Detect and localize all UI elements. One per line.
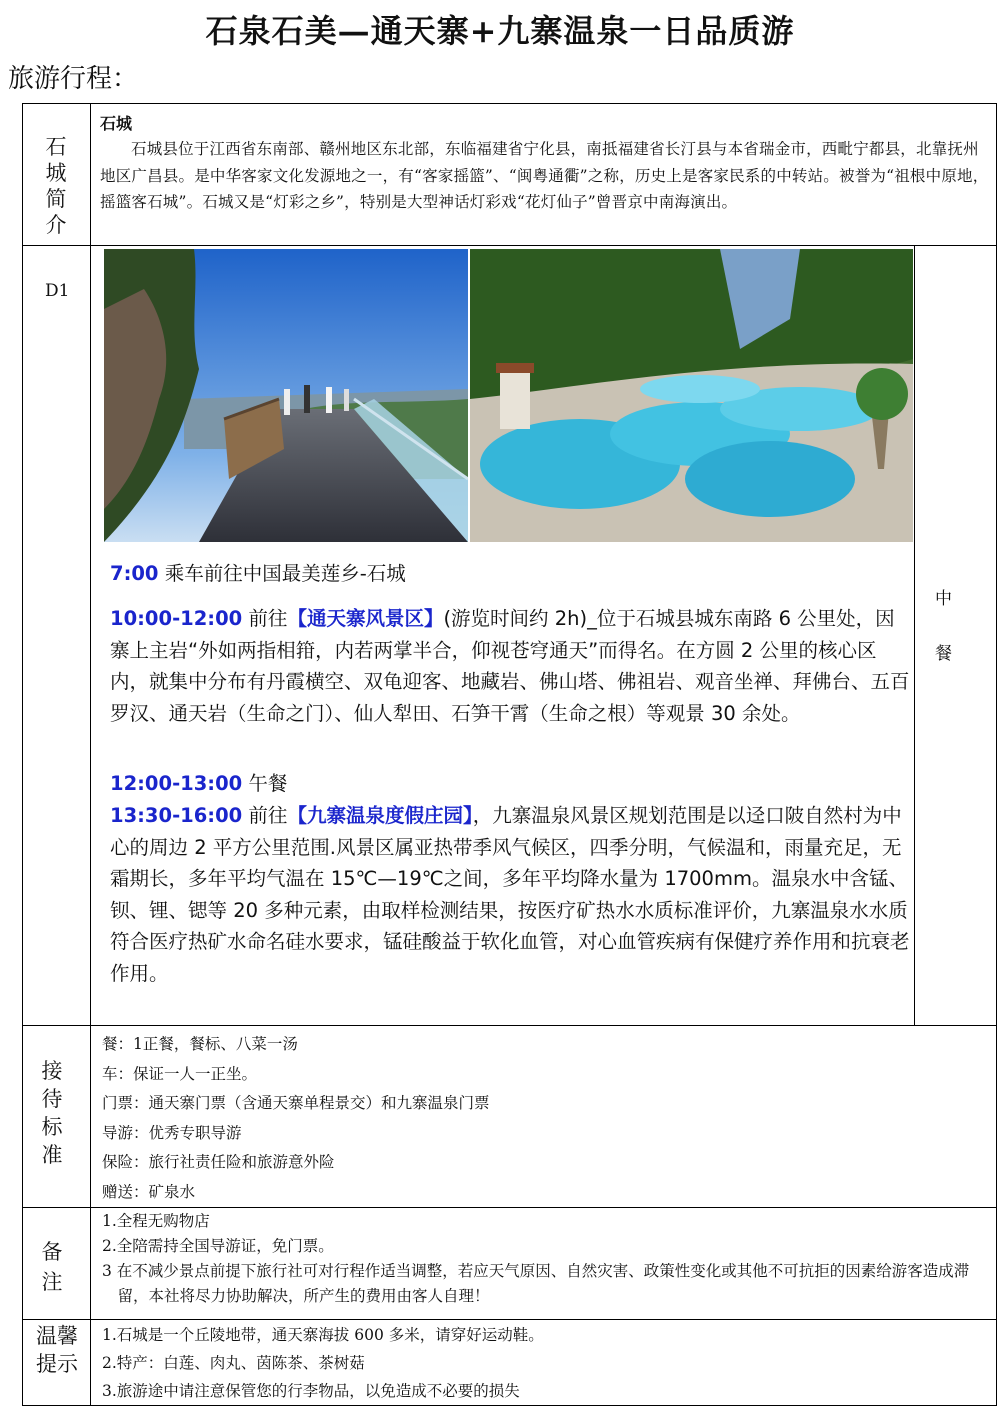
list-item: 3.旅游途中请注意保管您的行李物品，以免造成不必要的损失 <box>102 1382 520 1400</box>
poi-tongtianzhai: 【通天寨风景区】 <box>287 607 444 630</box>
glass-walkway-illustration <box>104 249 468 542</box>
itinerary-text: 乘车前往中国最美莲乡-石城 <box>158 562 406 585</box>
tips-label-line: 提示 <box>36 1352 78 1376</box>
standards-label-char: 标 <box>41 1115 63 1139</box>
itinerary-text: 午餐 <box>242 772 288 795</box>
list-item: 1.全程无购物店 <box>102 1212 210 1230</box>
itinerary-time: 12:00-13:00 <box>110 772 243 795</box>
list-item: 保险：旅行社责任险和旅游意外险 <box>102 1153 335 1171</box>
intro-label-char: 城 <box>45 161 67 185</box>
list-item: 2.全陪需持全国导游证，免门票。 <box>102 1237 334 1255</box>
notes-label-char: 注 <box>41 1270 63 1294</box>
document-title: 石泉石美—通天寨+九寨温泉一日品质游 <box>205 12 795 50</box>
list-item: 导游：优秀专职导游 <box>102 1123 242 1142</box>
standards-label-char: 接 <box>41 1059 63 1083</box>
photo-glass-walkway <box>104 249 468 542</box>
tips-label <box>34 1322 80 1378</box>
section-subtitle: 旅游行程： <box>8 64 139 94</box>
standards-label <box>37 1057 67 1169</box>
poi-jiuzhai-hotspring: 【九寨温泉度假庄园】 <box>287 804 473 827</box>
itinerary-time: 10:00-12:00 <box>110 607 243 630</box>
photo-hot-spring-pools <box>470 249 913 542</box>
standards-label-char: 准 <box>41 1143 63 1167</box>
list-item: 2.特产：白莲、肉丸、茵陈茶、茶树菇 <box>102 1354 365 1372</box>
intro-body: 石城县位于江西省东南部、赣州地区东北部，东临福建省宁化县，南抵福建省长汀县与本省瑞金市，西毗宁都县，北靠抚州地区广昌县。是中华客家文化发源地之一，有“客家摇篮”、“闽粤通衢”之称，历史上是客家民系的中转站。被誉为“祖根中原地，摇篮客石城”。石城又是“灯彩之乡”，特别是大型神话灯彩戏“花灯仙子”曾晋京中南海演出。 <box>100 140 989 211</box>
tips-label-line: 温馨 <box>36 1324 78 1348</box>
itinerary-item-1 <box>110 603 910 729</box>
list-item: 3 在不减少景点前提下旅行社可对行程作适当调整，若应天气原因、自然灾害、政策性变化或其他不可抗拒的因素给游客造成滞留，本社将尽力协助解决，所产生的费用由客人自理！ <box>102 1262 970 1305</box>
itinerary-pre: 前往 <box>242 607 288 630</box>
list-item: 门票：通天寨门票（含通天寨单程景交）和九寨温泉门票 <box>102 1094 490 1112</box>
intro-heading: 石城 <box>100 114 133 133</box>
itinerary-time: 13:30-16:00 <box>110 804 243 827</box>
intro-label <box>41 134 71 238</box>
hot-spring-illustration <box>470 249 913 542</box>
intro-label-char: 简 <box>45 187 67 211</box>
itinerary-text: ，九寨温泉风景区规划范围是以迳口陂自然村为中心的周边 2 平方公里范围.风景区属亚热带季风气候区，四季分明，气候温和，雨量充足，无霜期长，多年平均气温在 15℃—19℃之间，多年平均降水量为 1700mm。温泉水中含锰、钡、锂、锶等 20 多种元素，由取样检测结果，按医疗矿热水水质标准评价，九寨温泉水水质符合医疗热矿水命名硅水要求，锰硅酸益于软化血管，对心血管疾病有保健疗养作用和抗衰老作用。 <box>110 804 910 985</box>
tips-list <box>102 1321 544 1405</box>
intro-label-char: 石 <box>45 135 67 159</box>
itinerary-item-2 <box>110 768 910 800</box>
list-item: 餐：1正餐，餐标、八菜一汤 <box>102 1035 298 1053</box>
notes-label-char: 备 <box>41 1240 63 1264</box>
list-item: 1.石城是一个丘陵地带，通天寨海拔 600 多米，请穿好运动鞋。 <box>102 1326 544 1344</box>
meal-char: 餐 <box>935 644 952 664</box>
list-item: 车：保证一人一正坐。 <box>102 1064 258 1083</box>
itinerary-item-3 <box>110 800 910 989</box>
standards-label-char: 待 <box>41 1087 63 1111</box>
notes-list <box>102 1209 990 1309</box>
itinerary-time: 7:00 <box>110 562 159 585</box>
meal-label <box>935 584 952 664</box>
list-item: 赠送：矿泉水 <box>102 1182 196 1201</box>
itinerary-item-0 <box>110 558 910 590</box>
standards-list <box>102 1030 490 1207</box>
notes-label <box>37 1237 67 1297</box>
meal-char: 中 <box>935 589 952 609</box>
day-label: D1 <box>45 281 70 301</box>
itinerary-text: (游览时间约 2h)_位于石城县城东南路 6 公里处，因寨上主岩“外如两指相箝，内若两掌半合，仰视苍穹通天”而得名。在方圆 2 公里的核心区内，就集中分布有丹霞横空、双龟迎客、地藏岩、佛山塔、佛祖岩、观音坐禅、拜佛台、五百罗汉、通天岩（生命之门）、仙人犁田、石笋干霄（生命之根）等观景 30 余处。 <box>110 607 910 725</box>
itinerary-pre: 前往 <box>242 804 288 827</box>
intro-label-char: 介 <box>45 213 67 237</box>
